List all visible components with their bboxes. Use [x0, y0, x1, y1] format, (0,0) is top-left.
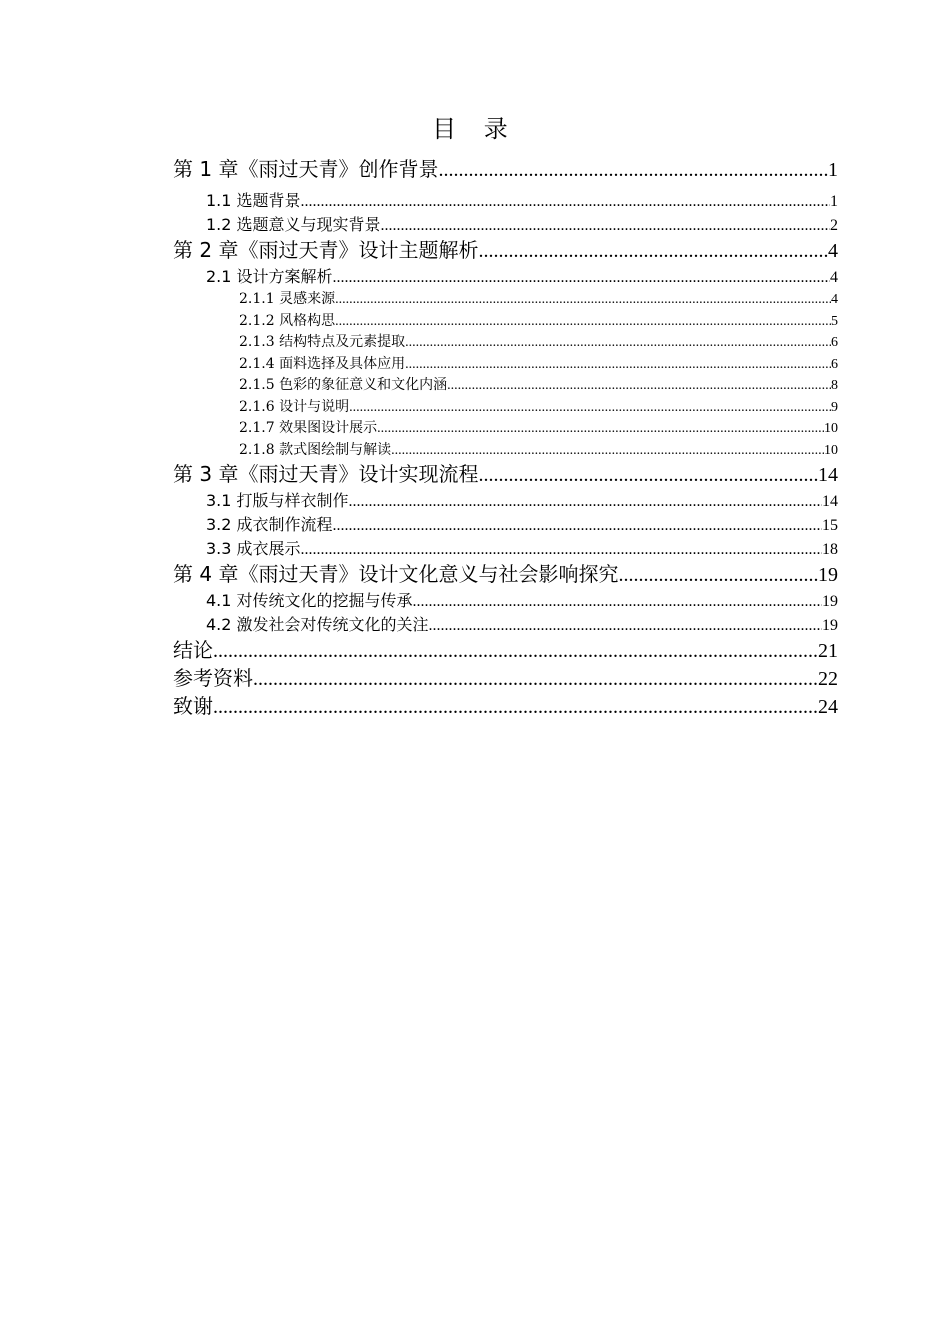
toc-entry-label: 2.1.2 风格构思 [239, 312, 336, 329]
toc-entry-references[interactable] [173, 665, 838, 693]
toc-entry-label: 4.2 激发社会对传统文化的关注 [206, 615, 429, 634]
toc-entry-subsection-2-1-1[interactable] [173, 289, 838, 311]
toc-entry-page: 19 [822, 617, 838, 634]
toc-entry-chapter-4[interactable] [173, 561, 838, 589]
toc-entry-page: 21 [818, 640, 838, 662]
toc-entry-section-2-1[interactable] [173, 265, 838, 289]
toc-entry-subsection-2-1-2[interactable] [173, 311, 838, 333]
toc-entry-page: 6 [831, 335, 838, 350]
toc-entry-label: 2.1.1 灵感来源 [239, 291, 336, 307]
dot-leader [333, 514, 822, 537]
dot-leader [478, 238, 828, 265]
toc-entry-subsection-2-1-8[interactable] [173, 440, 838, 462]
toc-entry-label: 1.1 选题背景 [206, 191, 301, 210]
dot-leader [301, 538, 822, 561]
toc-entry-acknowledgements[interactable] [173, 693, 838, 721]
dot-leader [429, 614, 822, 637]
dot-leader [478, 462, 818, 489]
toc-entry-label: 2.1 设计方案解析 [206, 267, 333, 286]
dot-leader [253, 666, 818, 693]
toc-entry-label: 第 1 章《雨过天青》创作背景 [173, 157, 439, 181]
toc-entry-label: 2.1.7 效果图设计展示 [239, 420, 378, 436]
toc-entry-label: 2.1.3 结构特点及元素提取 [239, 334, 406, 350]
toc-entry-label: 2.1.8 款式图绘制与解读 [239, 441, 392, 458]
toc-entry-page: 1 [828, 159, 838, 181]
toc-entry-label: 第 2 章《雨过天青》设计主题解析 [173, 238, 479, 262]
dot-leader [349, 398, 831, 419]
toc-entry-page: 4 [828, 240, 838, 262]
dot-leader [413, 590, 822, 613]
toc-entry-section-3-1[interactable] [173, 489, 838, 513]
toc-entry-page: 10 [824, 442, 838, 458]
dot-leader [335, 312, 831, 333]
toc-entry-label: 第 3 章《雨过天青》设计实现流程 [173, 462, 479, 486]
dot-leader [447, 376, 831, 397]
toc-entry-subsection-2-1-3[interactable] [173, 332, 838, 354]
toc-entry-page: 5 [831, 313, 838, 329]
dot-leader [405, 333, 831, 354]
dot-leader [213, 694, 818, 721]
toc-entry-label: 致谢 [173, 694, 213, 718]
toc-entry-subsection-2-1-4[interactable] [173, 354, 838, 376]
toc-entry-section-3-2[interactable] [173, 513, 838, 537]
dot-leader [377, 419, 824, 440]
toc-entry-chapter-2[interactable] [173, 237, 838, 265]
toc-entry-page: 9 [831, 399, 838, 415]
toc-entry-label: 4.1 对传统文化的挖掘与传承 [206, 591, 413, 610]
toc-entry-page: 19 [822, 593, 838, 610]
toc-entry-subsection-2-1-5[interactable] [173, 375, 838, 397]
toc-entry-conclusion[interactable] [173, 637, 838, 665]
toc-entry-page: 6 [831, 356, 838, 372]
toc-entry-page: 19 [818, 564, 838, 586]
toc-entry-page: 14 [822, 493, 838, 510]
toc-title: 目 录 [432, 115, 518, 143]
dot-leader [438, 157, 828, 184]
toc-entry-section-4-2[interactable] [173, 613, 838, 637]
toc-entry-label: 结论 [173, 638, 213, 662]
toc-entry-chapter-3[interactable] [173, 461, 838, 489]
toc-entry-label: 2.1.6 设计与说明 [239, 398, 350, 415]
toc-entry-page: 10 [824, 421, 838, 436]
toc-entry-label: 1.2 选题意义与现实背景 [206, 215, 381, 234]
dot-leader [391, 441, 824, 462]
toc-entry-label: 3.2 成衣制作流程 [206, 515, 333, 534]
dot-leader [301, 190, 830, 213]
toc-entry-page: 8 [831, 378, 838, 393]
dot-leader [618, 562, 818, 589]
dot-leader [333, 266, 830, 289]
toc-entry-section-1-1[interactable] [173, 189, 838, 213]
toc-entry-label: 2.1.4 面料选择及具体应用 [239, 355, 406, 372]
toc-entry-page: 24 [818, 696, 838, 718]
toc-entry-subsection-2-1-7[interactable] [173, 418, 838, 440]
toc-entry-page: 14 [818, 464, 838, 486]
toc-entry-label: 3.1 打版与样衣制作 [206, 491, 349, 510]
toc-entry-label: 2.1.5 色彩的象征意义和文化内涵 [239, 377, 448, 393]
toc-entry-section-1-2[interactable] [173, 213, 838, 237]
toc-entry-page: 18 [822, 541, 838, 558]
dot-leader [349, 490, 822, 513]
toc-entry-chapter-1[interactable] [173, 156, 838, 184]
dot-leader [213, 638, 818, 665]
toc-entry-section-3-3[interactable] [173, 537, 838, 561]
toc-entry-label: 参考资料 [173, 666, 253, 690]
dot-leader [335, 290, 831, 311]
dot-leader [381, 214, 830, 237]
toc-entry-page: 2 [830, 217, 838, 234]
toc-entry-label: 第 4 章《雨过天青》设计文化意义与社会影响探究 [173, 562, 619, 586]
toc-entry-label: 3.3 成衣展示 [206, 539, 301, 558]
toc-entry-page: 22 [818, 668, 838, 690]
toc-entry-page: 4 [830, 269, 838, 286]
toc-entry-page: 1 [830, 193, 838, 210]
dot-leader [405, 355, 831, 376]
toc-entry-subsection-2-1-6[interactable] [173, 397, 838, 419]
toc-entry-page: 15 [822, 517, 838, 534]
toc-entry-section-4-1[interactable] [173, 589, 838, 613]
toc-entry-page: 4 [831, 292, 838, 307]
table-of-contents [173, 156, 838, 721]
